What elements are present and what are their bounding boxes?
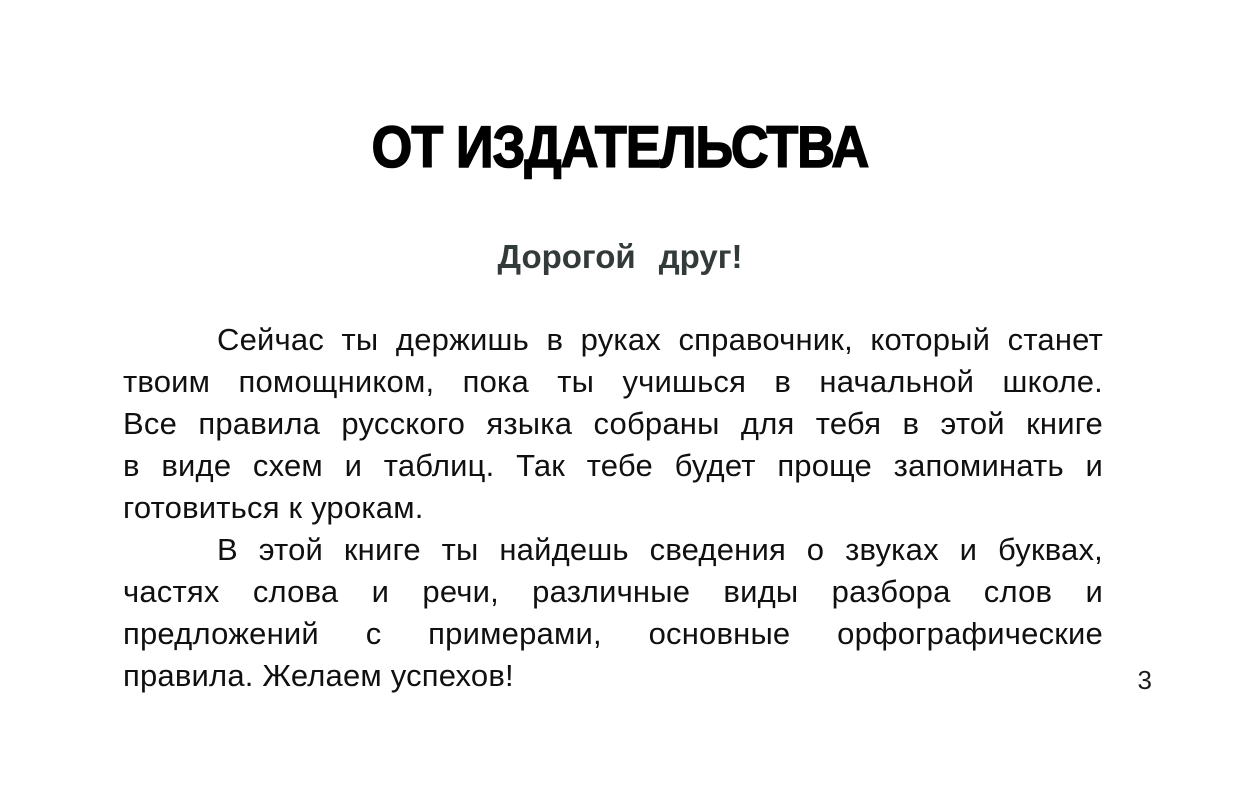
page-title: ОТ ИЗДАТЕЛЬСТВА xyxy=(371,115,869,180)
text-line: Все правила русского языка собраны для тебя в этой книге xyxy=(123,406,1103,441)
text-line: В этой книге ты найдешь сведения о звуках и буквах, xyxy=(217,532,1103,567)
body-text xyxy=(0,319,1240,697)
text-line: твоим помощником, пока ты учишься в начальной школе. xyxy=(123,364,1103,399)
paragraph-2 xyxy=(123,529,1103,697)
text-line: готовиться к урокам. xyxy=(123,490,424,525)
text-line: правила. Желаем успехов! xyxy=(123,658,514,693)
paragraph-1 xyxy=(123,319,1103,529)
page-number: 3 xyxy=(1137,665,1152,695)
text-line: Сейчас ты держишь в руках справочник, который станет xyxy=(217,322,1103,357)
text-line: в виде схем и таблиц. Так тебе будет проще запоминать и xyxy=(123,448,1103,483)
text-line: предложений с примерами, основные орфографические xyxy=(123,616,1103,651)
greeting-subtitle: Дорогой друг! xyxy=(497,238,743,275)
text-line: частях слова и речи, различные виды разбора слов и xyxy=(123,574,1103,609)
